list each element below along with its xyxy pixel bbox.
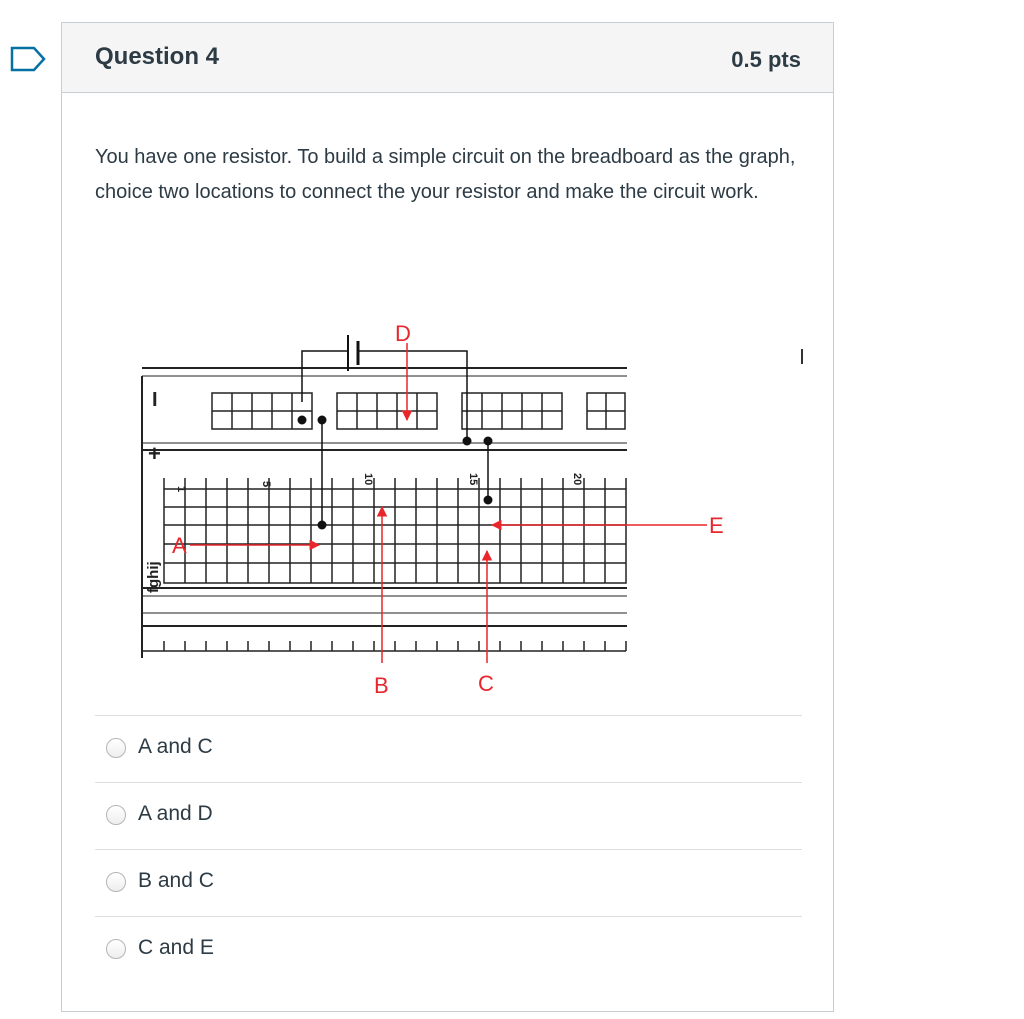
question-title: Question 4 xyxy=(95,43,220,70)
question-card xyxy=(61,22,834,1012)
answer-list xyxy=(95,715,802,983)
rail-plus-label: + xyxy=(148,441,161,466)
row-letters: fghij xyxy=(145,561,162,593)
bookmark-flag-icon[interactable] xyxy=(10,46,46,72)
answer-radio[interactable] xyxy=(106,939,126,959)
label-e: E xyxy=(709,513,724,538)
answer-radio[interactable] xyxy=(106,872,126,892)
answer-label: B and C xyxy=(138,869,214,892)
answer-option[interactable] xyxy=(95,849,802,916)
label-c: C xyxy=(478,671,494,696)
answer-label: A and D xyxy=(138,802,213,825)
column-number: 5 xyxy=(260,481,272,488)
column-number: 15 xyxy=(467,473,479,486)
column-number: 10 xyxy=(362,473,374,486)
breadboard-circuit-diagram xyxy=(102,293,742,703)
label-b: B xyxy=(374,673,389,698)
answer-label: C and E xyxy=(138,936,214,959)
answer-option[interactable] xyxy=(95,916,802,983)
column-number: 20 xyxy=(571,473,583,486)
text-cursor-icon xyxy=(801,349,803,364)
question-text: You have one resistor. To build a simple circuit on the breadboard as the graph, choice two locations to connect the your resistor and make the circuit work. xyxy=(95,146,796,203)
answer-radio[interactable] xyxy=(106,805,126,825)
rail-minus-label: I xyxy=(152,389,158,411)
answer-label: A and C xyxy=(138,735,213,758)
answer-option[interactable] xyxy=(95,782,802,849)
answer-radio[interactable] xyxy=(106,738,126,758)
question-header xyxy=(62,23,833,93)
label-a: A xyxy=(172,533,187,558)
answer-option[interactable] xyxy=(95,715,802,782)
annotation-arrows xyxy=(190,343,707,663)
question-points: 0.5 pts xyxy=(731,47,801,72)
column-number: 1 xyxy=(175,486,187,493)
power-rail-holes xyxy=(212,393,625,429)
label-d: D xyxy=(395,321,411,346)
